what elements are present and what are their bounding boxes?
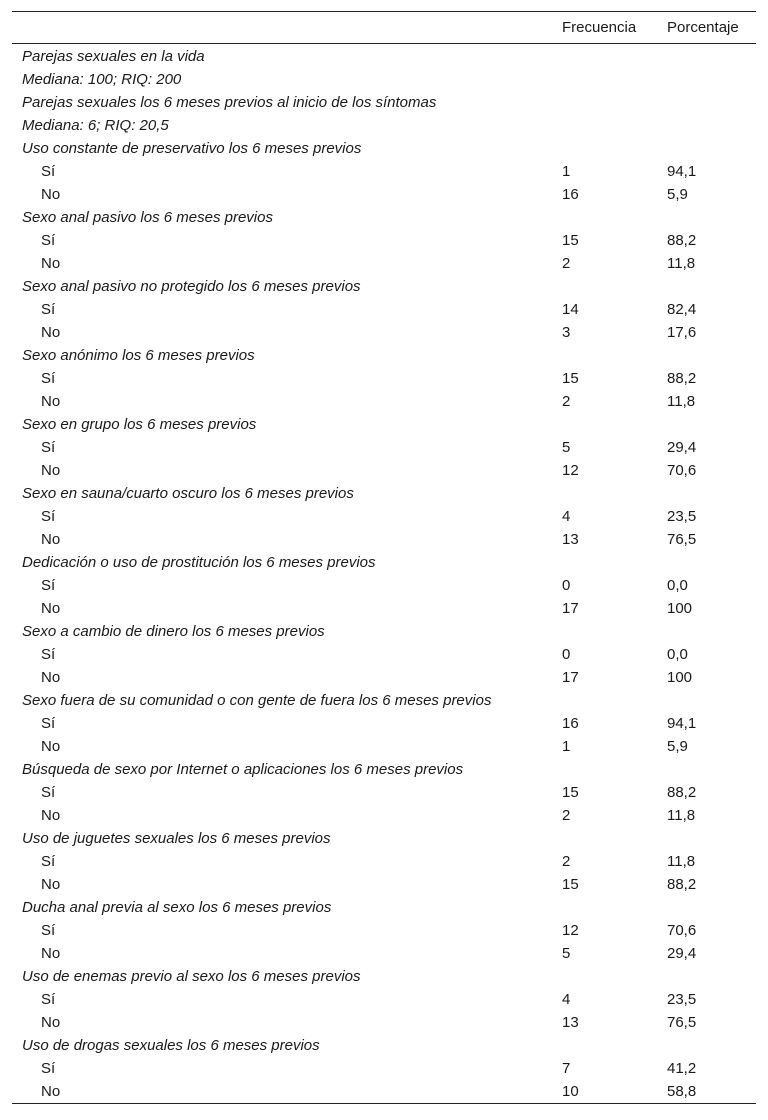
- row-category-label: Ducha anal previa al sexo los 6 meses previos: [22, 899, 332, 916]
- frequency-cell: 17: [562, 600, 579, 617]
- table-row: [12, 804, 756, 827]
- data-table: [12, 11, 756, 1104]
- percentage-cell: [650, 1034, 756, 1057]
- row-category-label: Sexo fuera de su comunidad o con gente de fuera los 6 meses previos: [22, 692, 492, 709]
- header-label: [12, 12, 550, 44]
- percentage-cell: 100: [667, 669, 693, 686]
- table-row: [12, 229, 756, 252]
- row-category-label: Búsqueda de sexo por Internet o aplicaciones los 6 meses previos: [22, 761, 464, 778]
- row-option-label: No: [41, 945, 61, 962]
- table-row: [12, 850, 756, 873]
- frequency-cell: 3: [562, 324, 571, 341]
- row-option-label: Sí: [41, 163, 56, 180]
- table-row: [12, 666, 756, 689]
- percentage-cell: [650, 344, 756, 367]
- percentage-cell: 17,6: [667, 324, 697, 341]
- frequency-cell: [550, 206, 650, 229]
- frequency-cell: 15: [562, 784, 579, 801]
- percentage-cell: 88,2: [667, 784, 697, 801]
- percentage-cell: 88,2: [667, 876, 697, 893]
- row-option-label: Sí: [41, 439, 56, 456]
- table-row: [12, 298, 756, 321]
- row-option-label: Sí: [41, 991, 56, 1008]
- table-row: [12, 252, 756, 275]
- row-option-label: Sí: [41, 508, 56, 525]
- table-row: [12, 873, 756, 896]
- table-row: [12, 1057, 756, 1080]
- table-row: [12, 367, 756, 390]
- frequency-cell: 5: [562, 439, 571, 456]
- row-option-label: No: [41, 807, 61, 824]
- row-category-label: Mediana: 100; RIQ: 200: [22, 71, 182, 88]
- table-row: [12, 436, 756, 459]
- percentage-cell: 0,0: [667, 646, 688, 663]
- percentage-cell: 70,6: [667, 462, 697, 479]
- percentage-cell: 11,8: [667, 393, 696, 410]
- percentage-cell: 23,5: [667, 991, 697, 1008]
- row-category-label: Uso de enemas previo al sexo los 6 meses previos: [22, 968, 361, 985]
- percentage-cell: [650, 413, 756, 436]
- table-row: [12, 781, 756, 804]
- table-row: [12, 988, 756, 1011]
- row-category-label: Uso de juguetes sexuales los 6 meses previos: [22, 830, 331, 847]
- row-option-label: Sí: [41, 301, 56, 318]
- frequency-cell: [550, 482, 650, 505]
- frequency-cell: 4: [562, 991, 571, 1008]
- frequency-cell: 1: [562, 163, 571, 180]
- percentage-cell: 94,1: [667, 163, 697, 180]
- percentage-cell: 29,4: [667, 439, 697, 456]
- frequency-cell: 2: [562, 853, 571, 870]
- table-row: [12, 321, 756, 344]
- table-row: [12, 643, 756, 666]
- percentage-cell: 76,5: [667, 531, 697, 548]
- percentage-cell: [650, 758, 756, 781]
- frequency-cell: 2: [562, 255, 571, 272]
- table-row: [12, 574, 756, 597]
- frequency-cell: 4: [562, 508, 571, 525]
- frequency-cell: [550, 413, 650, 436]
- percentage-cell: 82,4: [667, 301, 697, 318]
- frequency-cell: [550, 758, 650, 781]
- row-category-label: Sexo en sauna/cuarto oscuro los 6 meses previos: [22, 485, 354, 502]
- row-option-label: Sí: [41, 853, 56, 870]
- percentage-cell: [650, 44, 756, 69]
- frequency-cell: [550, 137, 650, 160]
- table-row: [12, 505, 756, 528]
- table-row: [12, 551, 756, 574]
- table-row: [12, 712, 756, 735]
- row-category-label: Sexo anónimo los 6 meses previos: [22, 347, 255, 364]
- percentage-cell: 5,9: [667, 738, 688, 755]
- frequency-cell: [550, 551, 650, 574]
- percentage-cell: 76,5: [667, 1014, 697, 1031]
- row-category-label: Uso constante de preservativo los 6 meses previos: [22, 140, 362, 157]
- frequency-cell: 0: [562, 577, 571, 594]
- percentage-cell: 29,4: [667, 945, 697, 962]
- percentage-cell: 88,2: [667, 370, 697, 387]
- frequency-cell: [550, 91, 650, 114]
- table-row: [12, 413, 756, 436]
- row-option-label: No: [41, 393, 61, 410]
- row-option-label: No: [41, 462, 61, 479]
- row-option-label: No: [41, 324, 61, 341]
- frequency-cell: [550, 1034, 650, 1057]
- percentage-cell: [650, 689, 756, 712]
- frequency-cell: 16: [562, 715, 579, 732]
- table-row: [12, 689, 756, 712]
- table-body: [12, 44, 756, 1104]
- percentage-cell: 88,2: [667, 232, 697, 249]
- frequency-cell: 12: [562, 922, 579, 939]
- table-row: [12, 896, 756, 919]
- table-row: [12, 344, 756, 367]
- frequency-cell: [550, 114, 650, 137]
- row-option-label: Sí: [41, 922, 56, 939]
- table-row: [12, 1080, 756, 1104]
- row-option-label: No: [41, 186, 61, 203]
- table-row: [12, 183, 756, 206]
- table-row: [12, 68, 756, 91]
- row-option-label: Sí: [41, 1060, 56, 1077]
- table-row: [12, 1011, 756, 1034]
- percentage-cell: 5,9: [667, 186, 688, 203]
- frequency-cell: [550, 344, 650, 367]
- row-option-label: No: [41, 531, 61, 548]
- table-row: [12, 919, 756, 942]
- frequency-cell: [550, 689, 650, 712]
- row-category-label: Sexo a cambio de dinero los 6 meses previos: [22, 623, 325, 640]
- frequency-cell: [550, 896, 650, 919]
- row-category-label: Dedicación o uso de prostitución los 6 meses previos: [22, 554, 376, 571]
- percentage-cell: 58,8: [650, 1080, 756, 1104]
- row-option-label: No: [41, 876, 61, 893]
- frequency-cell: 16: [562, 186, 579, 203]
- header-row: [12, 12, 756, 44]
- percentage-cell: [650, 965, 756, 988]
- percentage-cell: 11,8: [667, 807, 696, 824]
- row-option-label: No: [41, 738, 61, 755]
- row-category-label: Uso de drogas sexuales los 6 meses previos: [22, 1037, 320, 1054]
- table-row: [12, 620, 756, 643]
- table-row: [12, 597, 756, 620]
- frequency-cell: [550, 827, 650, 850]
- percentage-cell: [650, 114, 756, 137]
- frequency-cell: 0: [562, 646, 571, 663]
- row-option-label: Sí: [41, 370, 56, 387]
- table-row: [12, 827, 756, 850]
- percentage-cell: [650, 827, 756, 850]
- row-category-label: Sexo en grupo los 6 meses previos: [22, 416, 257, 433]
- table-row: [12, 91, 756, 114]
- frequency-cell: [550, 68, 650, 91]
- frequency-cell: 15: [562, 370, 579, 387]
- frequency-cell: 2: [562, 807, 571, 824]
- table-row: [12, 528, 756, 551]
- frequency-cell: 2: [562, 393, 571, 410]
- percentage-cell: 94,1: [667, 715, 697, 732]
- table-row: [12, 758, 756, 781]
- data-table-container: [12, 11, 756, 1104]
- row-option-label: Sí: [41, 646, 56, 663]
- frequency-cell: 5: [562, 945, 571, 962]
- row-option-label: Sí: [41, 232, 56, 249]
- row-category-label: Sexo anal pasivo no protegido los 6 meses previos: [22, 278, 361, 295]
- table-row: [12, 160, 756, 183]
- percentage-cell: 11,8: [667, 853, 696, 870]
- percentage-cell: 70,6: [667, 922, 697, 939]
- percentage-cell: [650, 551, 756, 574]
- table-row: [12, 206, 756, 229]
- frequency-cell: [550, 965, 650, 988]
- row-category-label: Parejas sexuales los 6 meses previos al inicio de los síntomas: [22, 94, 437, 111]
- row-category-label: Parejas sexuales en la vida: [22, 48, 205, 65]
- row-option-label: Sí: [41, 577, 56, 594]
- percentage-cell: 41,2: [667, 1060, 697, 1077]
- percentage-cell: [650, 482, 756, 505]
- table-row: [12, 1034, 756, 1057]
- row-option-label: No: [41, 669, 61, 686]
- frequency-cell: 14: [562, 301, 579, 318]
- table-row: [12, 390, 756, 413]
- percentage-cell: 0,0: [667, 577, 688, 594]
- row-option-label: No: [41, 255, 61, 272]
- table-row: [12, 942, 756, 965]
- table-row: [12, 459, 756, 482]
- frequency-cell: 7: [562, 1060, 571, 1077]
- row-option-label: No: [41, 600, 61, 617]
- percentage-cell: 100: [667, 600, 693, 617]
- frequency-cell: 10: [550, 1080, 650, 1104]
- table-row: [12, 735, 756, 758]
- frequency-cell: 13: [562, 1014, 579, 1031]
- frequency-cell: 1: [562, 738, 571, 755]
- frequency-cell: 15: [562, 876, 579, 893]
- table-row: [12, 114, 756, 137]
- table-row: [12, 965, 756, 988]
- row-option-label: Sí: [41, 784, 56, 801]
- percentage-cell: [650, 206, 756, 229]
- row-category-label: Sexo anal pasivo los 6 meses previos: [22, 209, 273, 226]
- row-option-label: No: [12, 1080, 550, 1104]
- table-row: [12, 44, 756, 69]
- table-row: [12, 137, 756, 160]
- frequency-cell: [550, 620, 650, 643]
- header-frequency: Frecuencia: [550, 12, 650, 44]
- row-category-label: Mediana: 6; RIQ: 20,5: [22, 117, 169, 134]
- frequency-cell: 15: [562, 232, 579, 249]
- percentage-cell: 11,8: [667, 255, 696, 272]
- table-row: [12, 275, 756, 298]
- percentage-cell: [650, 137, 756, 160]
- header-percentage: Porcentaje: [650, 12, 756, 44]
- percentage-cell: [650, 620, 756, 643]
- frequency-cell: [550, 44, 650, 69]
- percentage-cell: [650, 896, 756, 919]
- table-row: [12, 482, 756, 505]
- row-option-label: No: [41, 1014, 61, 1031]
- frequency-cell: 17: [562, 669, 579, 686]
- percentage-cell: [650, 275, 756, 298]
- frequency-cell: 13: [562, 531, 579, 548]
- percentage-cell: [650, 91, 756, 114]
- row-option-label: Sí: [41, 715, 56, 732]
- table-header: [12, 12, 756, 44]
- percentage-cell: 23,5: [667, 508, 697, 525]
- frequency-cell: [550, 275, 650, 298]
- percentage-cell: [650, 68, 756, 91]
- frequency-cell: 12: [562, 462, 579, 479]
